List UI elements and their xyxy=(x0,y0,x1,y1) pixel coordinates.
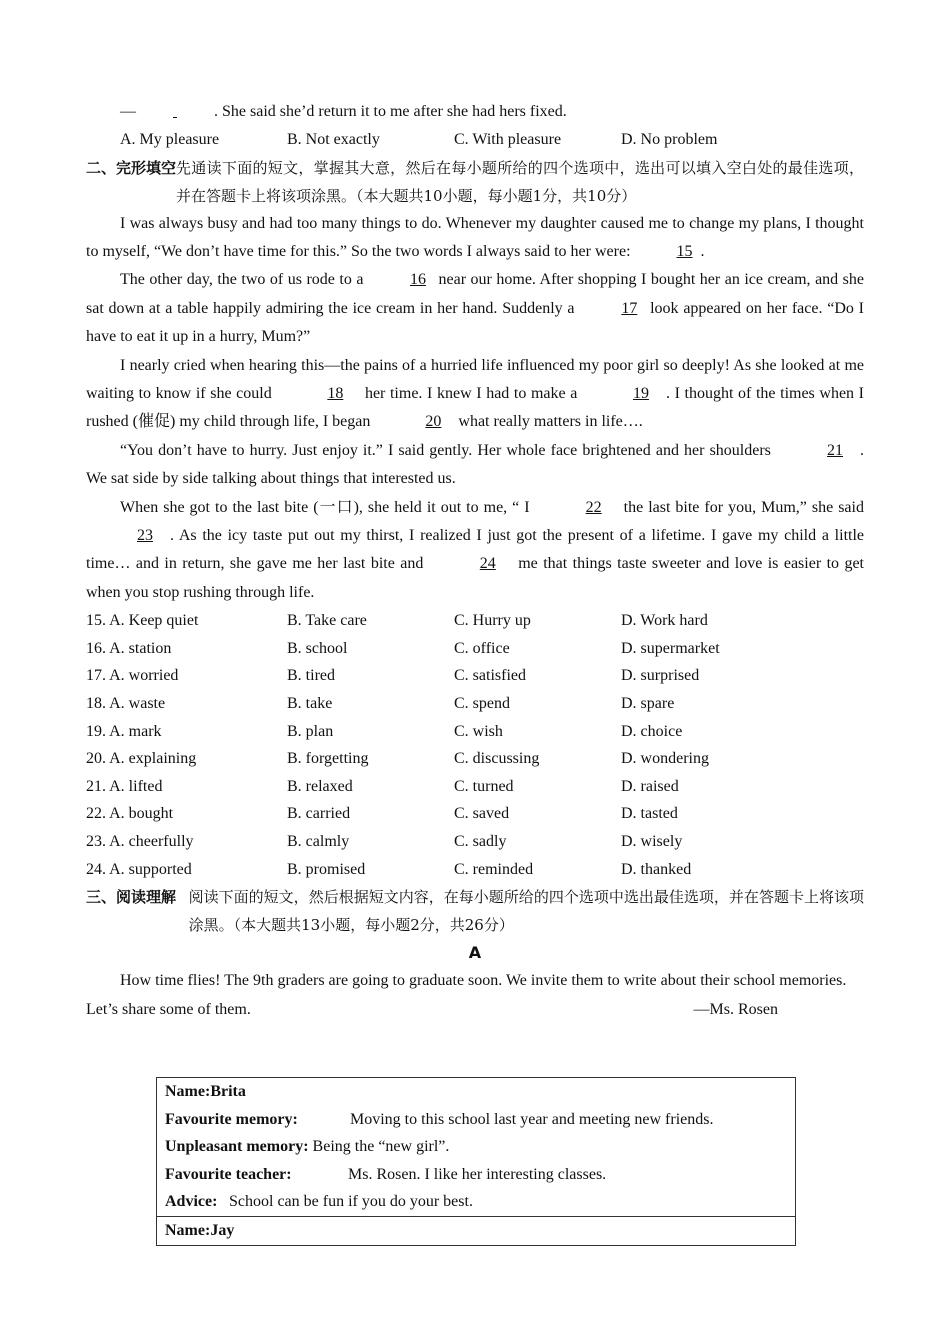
cloze-options xyxy=(86,607,864,883)
section-instruction: 阅读下面的短文，然后根据短文内容，在每小题所给的四个选项中选出最佳选项，并在答题卡上将该项涂黑。（本大题共13小题，每小题2分，共26分） xyxy=(188,888,864,935)
section-instruction: 先通读下面的短文，掌握其大意，然后在每小题所给的四个选项中，选出可以填入空白处的最佳选项，并在答题卡上将该项涂黑。（本大题共10小题，每小题1分，共10分） xyxy=(176,158,864,205)
blank-15: 15 xyxy=(676,243,693,260)
question-option: C. Hurry up xyxy=(454,612,531,630)
passage-paragraph: The other day, the two of us rode to a 16 near our home. After shopping I bought her an ice cream, and she sat down at a table happily admiring the ice cream in her hand. Suddenly a 17 look appeared on her face. “Do I have to eat it up in a hurry, Mum?” xyxy=(86,266,864,351)
reading-intro: How time flies! The 9th graders are going to graduate soon. We invite them to write about their school memories. xyxy=(120,972,847,990)
blank-18: 18 xyxy=(327,385,344,403)
question-option: 15. A. Keep quiet xyxy=(86,612,199,630)
question-option: 24. A. supported xyxy=(86,860,192,878)
signature: —Ms. Rosen xyxy=(693,1000,778,1018)
field-value: Being the “new girl”. xyxy=(308,1138,450,1156)
blank-22: 22 xyxy=(585,498,602,516)
share-text: Let’s share some of them. xyxy=(86,1000,251,1018)
question-option: B. tired xyxy=(287,667,335,685)
section-cloze-header xyxy=(86,154,864,210)
option: C. With pleasure xyxy=(454,131,562,148)
question-option: 16. A. station xyxy=(86,639,172,657)
field-value: Moving to this school last year and meeting new friends. xyxy=(350,1110,714,1128)
name-label: Name:Jay xyxy=(165,1221,235,1239)
question-option: D. Work hard xyxy=(621,612,708,630)
question-option: 20. A. explaining xyxy=(86,750,197,768)
question-option: D. thanked xyxy=(621,860,692,878)
option: A. My pleasure xyxy=(120,131,220,148)
question-option: B. take xyxy=(287,695,333,713)
share-row xyxy=(86,996,864,1024)
field-value: School can be fun if you do your best. xyxy=(229,1193,473,1211)
question-option: B. plan xyxy=(287,722,334,740)
entry-jay xyxy=(157,1216,795,1245)
question-option: C. wish xyxy=(454,722,503,740)
question-option: C. satisfied xyxy=(454,667,526,685)
exam-page xyxy=(86,98,864,1024)
question-option: C. spend xyxy=(454,695,510,713)
question-option: D. wisely xyxy=(621,833,683,851)
passage-paragraph: When she got to the last bite (一口), she held it out to me, “ I 22 the last bite for you, Mum,” she said 23 . As the icy taste put out my thirst, I realized I just got the present of a lifetime. I gave my child a little time… and in return, she gave me her last bite and 24 me that things taste sweeter and love is easier to get when you stop rushing through life. xyxy=(86,494,864,608)
question-option: D. choice xyxy=(621,722,683,740)
blank-16: 16 xyxy=(409,271,426,289)
question-option: D. spare xyxy=(621,695,675,713)
question-option: 22. A. bought xyxy=(86,805,174,823)
field-label: Unpleasant memory: xyxy=(165,1138,309,1156)
blank-17: 17 xyxy=(621,299,638,317)
question-option: D. wondering xyxy=(621,750,709,768)
passage-paragraph: “You don’t have to hurry. Just enjoy it.” I said gently. Her whole face brightened and her shoulders 21 . We sat side by side talking about things that interested us. xyxy=(86,437,864,494)
question-option: D. supermarket xyxy=(621,639,720,657)
section-heading: 二、完形填空 xyxy=(86,158,177,177)
question-option: C. turned xyxy=(454,777,514,795)
blank-21: 21 xyxy=(827,441,843,459)
field-value: Ms. Rosen. I like her interesting classes. xyxy=(348,1165,607,1183)
question-option: D. raised xyxy=(621,777,679,795)
memories-table xyxy=(156,1077,796,1246)
question-option: C. office xyxy=(454,639,510,657)
question-option: C. discussing xyxy=(454,750,540,768)
question-option: C. saved xyxy=(454,805,510,823)
question-option: B. carried xyxy=(287,805,351,823)
blank-20: 20 xyxy=(425,413,442,431)
question-option: 17. A. worried xyxy=(86,667,179,685)
question-option: D. surprised xyxy=(621,667,700,685)
field-label: Favourite memory: xyxy=(165,1110,298,1128)
entry-brita xyxy=(157,1078,795,1216)
question-option: B. Take care xyxy=(287,612,367,630)
option: D. No problem xyxy=(621,131,718,148)
name-label: Name:Brita xyxy=(165,1083,246,1100)
question-option: B. relaxed xyxy=(287,777,353,795)
question-option: 19. A. mark xyxy=(86,722,162,740)
field-label: Advice: xyxy=(165,1193,218,1211)
question-option: C. reminded xyxy=(454,860,534,878)
question-option: B. calmly xyxy=(287,833,350,851)
question-option: B. school xyxy=(287,639,348,657)
prev-question-options xyxy=(86,126,864,154)
question-option: C. sadly xyxy=(454,833,507,851)
passage-label: A xyxy=(468,943,482,963)
question-option: 18. A. waste xyxy=(86,695,166,713)
option: B. Not exactly xyxy=(287,131,380,148)
question-option: 23. A. cheerfully xyxy=(86,833,194,851)
passage-paragraph: I was always busy and had too many things to do. Whenever my daughter caused me to change my plans, I thought to myself, “We don’t have time for this.” So the two words I always said to her were: 15 . xyxy=(86,210,864,267)
answer-blank xyxy=(136,98,214,126)
question-option: 21. A. lifted xyxy=(86,777,163,795)
question-option: B. forgetting xyxy=(287,750,369,768)
passage-paragraph: I nearly cried when hearing this—the pains of a hurried life influenced my poor girl so deeply! As she looked at me waiting to know if she could 18 her time. I knew I had to make a 19 . I thought of the times when I rushed (催促) my child through life, I began 20 what really matters in life…. xyxy=(86,352,864,437)
blank-24: 24 xyxy=(479,555,496,573)
prev-question-stem: — . She said she’d return it to me after she had hers fixed. xyxy=(86,98,864,126)
blank-23: 23 xyxy=(137,527,153,545)
question-option: B. promised xyxy=(287,860,366,878)
section-reading-header xyxy=(86,883,864,939)
section-heading: 三、阅读理解 xyxy=(86,888,177,907)
field-label: Favourite teacher: xyxy=(165,1165,292,1183)
question-option: D. tasted xyxy=(621,805,678,823)
blank-19: 19 xyxy=(632,385,649,403)
